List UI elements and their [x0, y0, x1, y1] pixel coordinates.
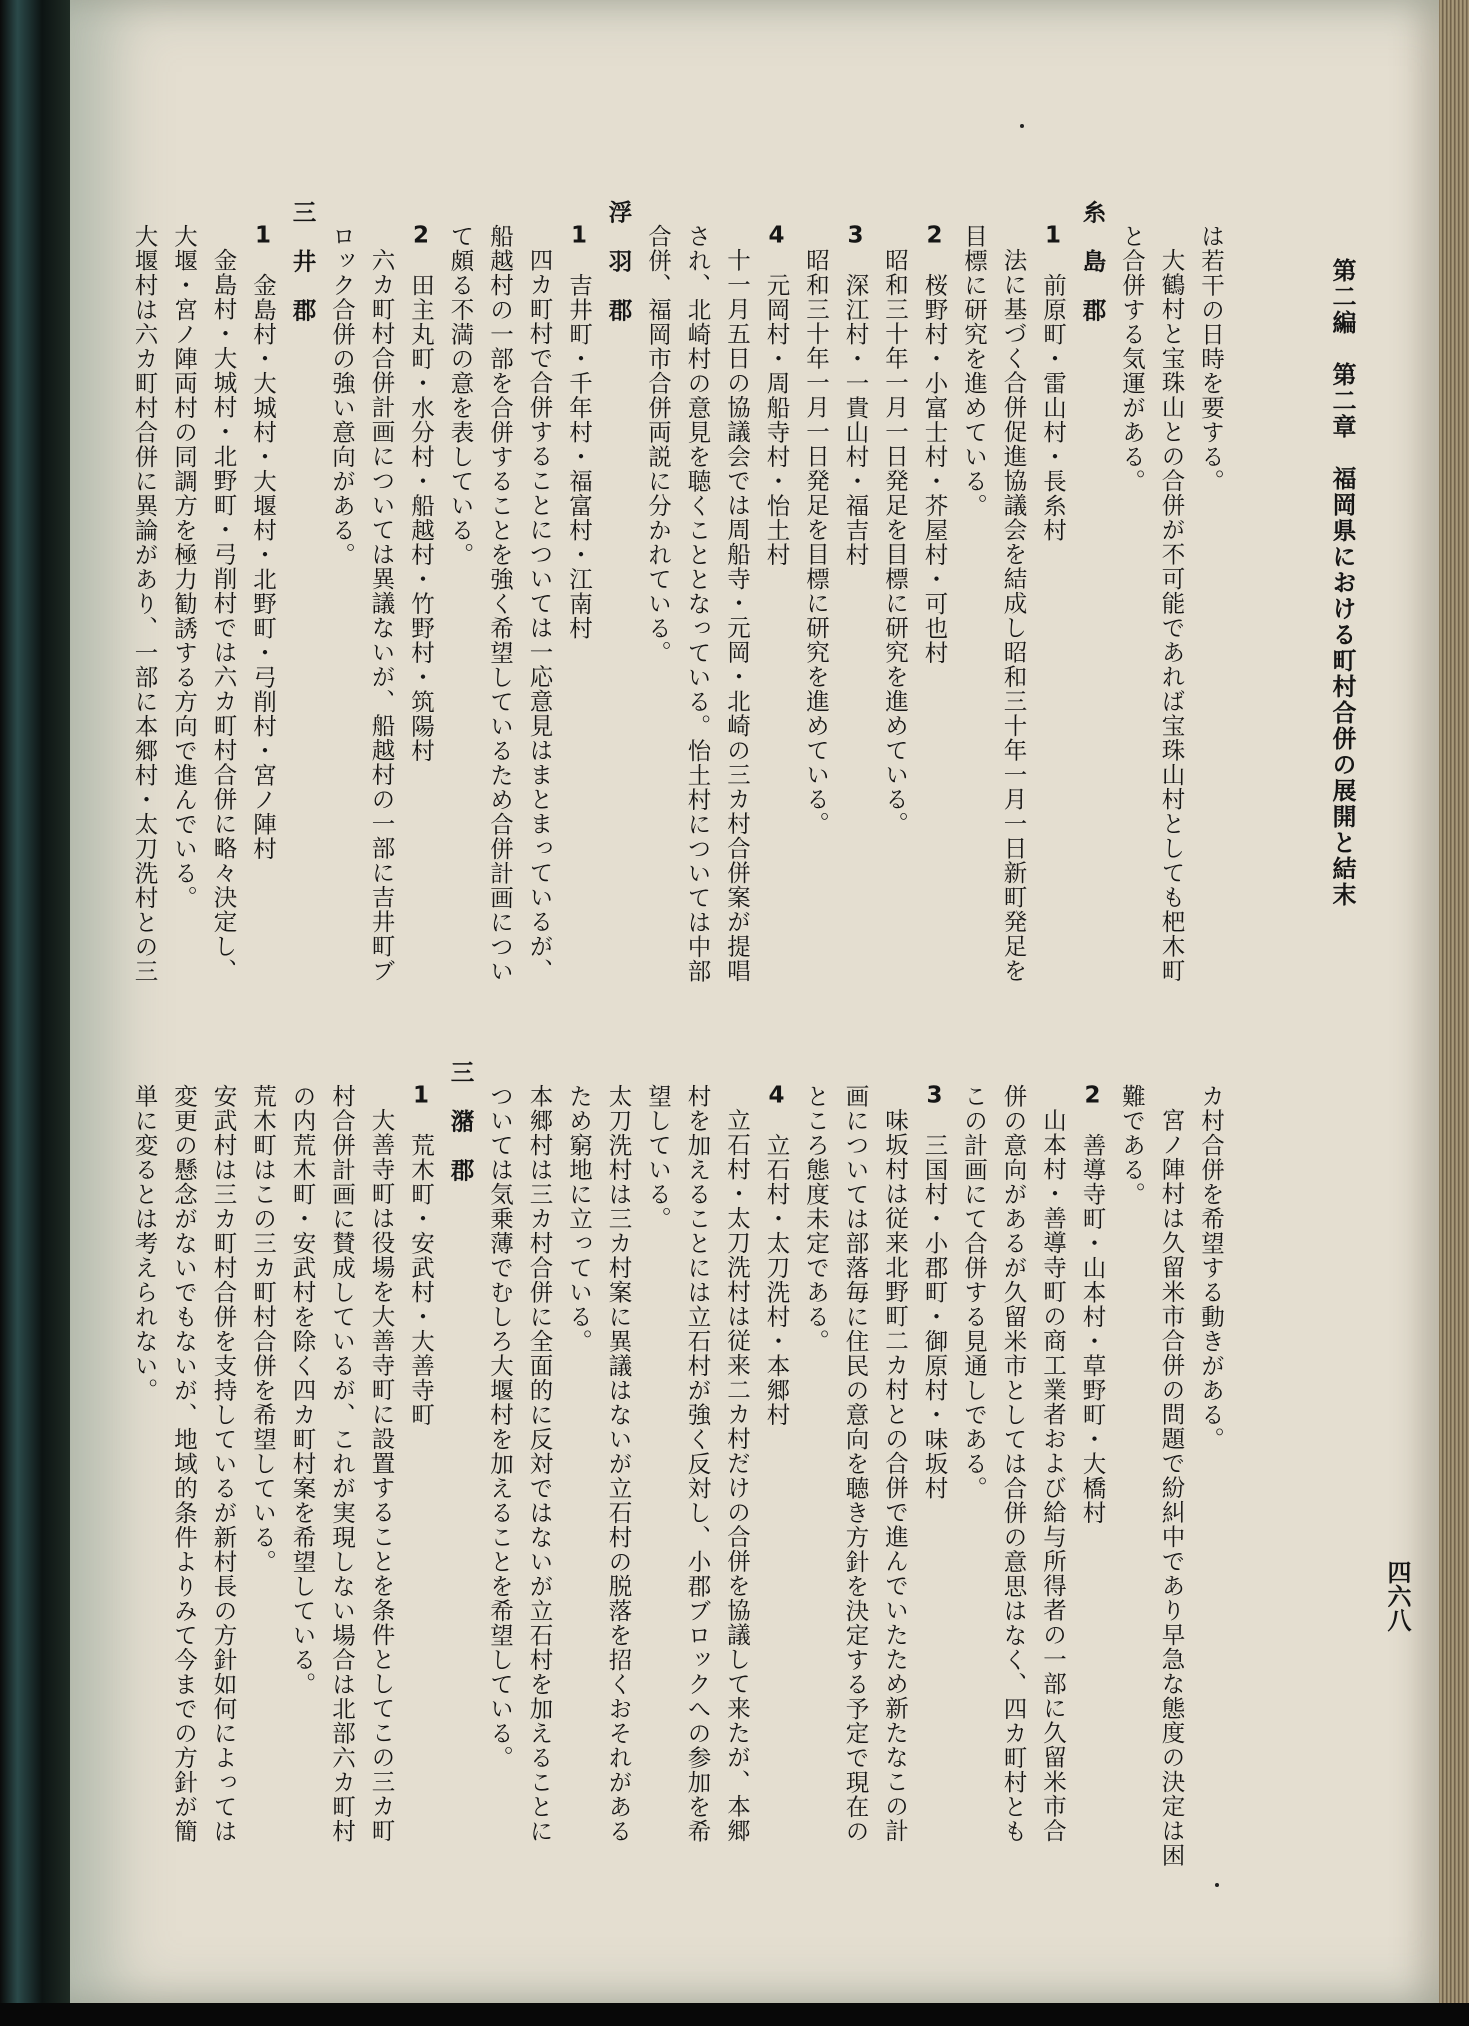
text-line: ロック合併の強い意向がある。: [328, 224, 356, 567]
text-line: ため窮地に立っている。: [565, 1084, 593, 1354]
item-number: 1: [1044, 224, 1061, 247]
item-title: 三国村・小郡町・御原村・味坂村: [920, 1133, 949, 1501]
text-line: 合併、福岡市合併両説に分かれている。: [644, 224, 672, 665]
item-heading: [914, 1060, 954, 1880]
text-line: 難である。: [1118, 1084, 1146, 1207]
item-title: 田主丸町・水分村・船越村・竹野村・筑陽村: [407, 273, 435, 763]
text-line: この計画にて合併する見通しである。: [960, 1084, 988, 1501]
text-line: カ村合併を希望する動きがある。: [1197, 1084, 1225, 1452]
text-line: 太刀洗村は三カ村案に異議はないが立石村の脱落を招くおそれがある: [604, 1084, 633, 1844]
district-heading: 浮 羽 郡: [604, 200, 633, 323]
paragraph-line: 山本村・善導寺町の商工業者および給与所得者の一部に久留米市合: [1039, 1108, 1067, 1843]
paragraph-line: 昭和三十年一月一日発足を目標に研究を進めている。: [881, 248, 909, 836]
text-line: の内荒木町・安武村を除く四カ町村案を希望している。: [288, 1084, 317, 1697]
item-number: 4: [768, 224, 785, 247]
text-line: 併の意向があるが久留米市としては合併の意思はなく、四カ町村とも: [999, 1084, 1028, 1844]
district-heading: 三 潴 郡: [446, 1060, 475, 1183]
book-spine: [0, 0, 70, 2026]
paragraph-line: 金島村・大城村・北野町・弓削村では六カ町村合併に略々決定し、: [209, 248, 238, 983]
text-line: 大堰・宮ノ陣両村の同調方を極力勧誘する方向で進んでいる。: [170, 224, 198, 910]
text-line: 大堰村は六カ町村合併に異論があり、一部に本郷村・太刀洗村との三: [130, 224, 159, 984]
item-number: 2: [926, 224, 943, 247]
item-number: 4: [768, 1084, 785, 1107]
text-line: 荒木町はこの三カ町村合併を希望している。: [249, 1084, 277, 1574]
district-heading: 糸 島 郡: [1078, 200, 1107, 323]
text-line: 本郷村は三カ村合併に全面的に反対ではないが立石村を加えることに: [525, 1084, 554, 1844]
running-header: 第二編 第二章 福岡県における町村合併の展開と結末: [1328, 258, 1357, 908]
item-heading: [756, 1060, 796, 1880]
text-line: 画については部落毎に住民の意向を聴き方針を決定する予定で現在の: [841, 1084, 870, 1844]
text-line: 単に変るとは考えられない。: [130, 1084, 159, 1403]
speck: [1215, 1883, 1219, 1887]
text-line: 安武村は三カ町村合併を支持しているが新村長の方針如何によっては: [209, 1084, 238, 1844]
paragraph-line: 六カ町村合併計画については異議ないが、船越村の一部に吉井町ブ: [367, 248, 396, 983]
item-title: 立石村・太刀洗村・本郷村: [762, 1133, 791, 1427]
text-line: ところ態度未定である。: [802, 1084, 830, 1354]
text-line: され、北崎村の意見を聴くこととなっている。怡土村については中部: [683, 224, 712, 984]
paragraph-line: 大善寺町は役場を大善寺町に設置することを条件としてこの三カ町: [367, 1108, 396, 1843]
speck: [1020, 124, 1024, 128]
text-line: 村を加えることには立石村が強く反対し、小郡ブロックへの参加を希: [683, 1084, 712, 1844]
item-number: 3: [926, 1084, 943, 1107]
item-heading: [1033, 200, 1073, 1020]
text-line: 望している。: [644, 1084, 672, 1231]
upper-text-column: [130, 200, 1230, 1020]
paragraph-line: 法に基づく合併促進協議会を結成し昭和三十年一月一日新町発足を: [999, 248, 1028, 983]
item-title: 元岡村・周船寺村・怡土村: [762, 273, 791, 567]
item-title: 善導寺町・山本村・草野町・大橋村: [1078, 1133, 1107, 1525]
text-line: ついては気乗薄でむしろ大堰村を加えることを希望している。: [486, 1084, 514, 1770]
item-number: 1: [254, 224, 271, 247]
district-heading: 三 井 郡: [288, 200, 317, 323]
item-heading: [559, 200, 599, 1020]
item-heading: [756, 200, 796, 1020]
item-heading: [243, 200, 283, 1020]
item-heading: [1072, 1060, 1112, 1880]
lower-text-column: [130, 1060, 1230, 1880]
item-number: 1: [412, 1084, 429, 1107]
item-title: 前原町・雷山村・長糸村: [1039, 273, 1067, 543]
text-line: と合併する気運がある。: [1118, 224, 1146, 494]
text-line: 変更の懸念がないでもないが、地域的条件よりみて今までの方針が簡: [170, 1084, 198, 1844]
text-line: て頗る不満の意を表している。: [446, 224, 475, 567]
paragraph-line: 宮ノ陣村は久留米市合併の問題で紛糾中であり早急な態度の決定は困: [1157, 1108, 1186, 1868]
item-heading: [914, 200, 954, 1020]
scan-bottom-edge: [0, 2003, 1469, 2026]
item-number: 2: [1084, 1084, 1101, 1107]
item-title: 桜野村・小富士村・芥屋村・可也村: [920, 273, 949, 665]
item-number: 3: [847, 224, 864, 247]
paragraph-line: 四カ町村で合併することについては一応意見はまとまっているが、: [525, 248, 554, 983]
paragraph-line: 立石村・太刀洗村は従来二カ村だけの合併を協議して来たが、本郷: [723, 1108, 751, 1843]
text-line: 目標に研究を進めている。: [960, 224, 988, 518]
paragraph-line: 大鶴村と宝珠山との合併が不可能であれば宝珠山村としても杷木町: [1157, 248, 1186, 983]
paragraph-line: 昭和三十年一月一日発足を目標に研究を進めている。: [802, 248, 830, 836]
text-line: 村合併計画に賛成しているが、これが実現しない場合は北部六カ町村: [328, 1084, 356, 1844]
page-edges: [1439, 0, 1469, 2026]
text-line: は若干の日時を要する。: [1197, 224, 1225, 494]
item-number: 1: [570, 224, 587, 247]
item-title: 深江村・一貴山村・福吉村: [841, 273, 870, 567]
item-number: 2: [412, 224, 429, 247]
page-number: 四六八: [1383, 1560, 1412, 1632]
text-line: 船越村の一部を合併することを強く希望しているため合併計画につい: [486, 224, 514, 984]
item-title: 金島村・大城村・大堰村・北野町・弓削村・宮ノ陣村: [249, 273, 277, 861]
paragraph-line: 十一月五日の協議会では周船寺・元岡・北崎の三カ村合併案が提唱: [723, 248, 751, 983]
item-title: 荒木町・安武村・大善寺町: [407, 1133, 435, 1427]
item-title: 吉井町・千年村・福富村・江南村: [565, 273, 593, 641]
item-heading: [401, 1060, 441, 1880]
paragraph-line: 味坂村は従来北野町二カ村との合併で進んでいたため新たなこの計: [881, 1108, 909, 1843]
item-heading: [401, 200, 441, 1020]
item-heading: [835, 200, 875, 1020]
